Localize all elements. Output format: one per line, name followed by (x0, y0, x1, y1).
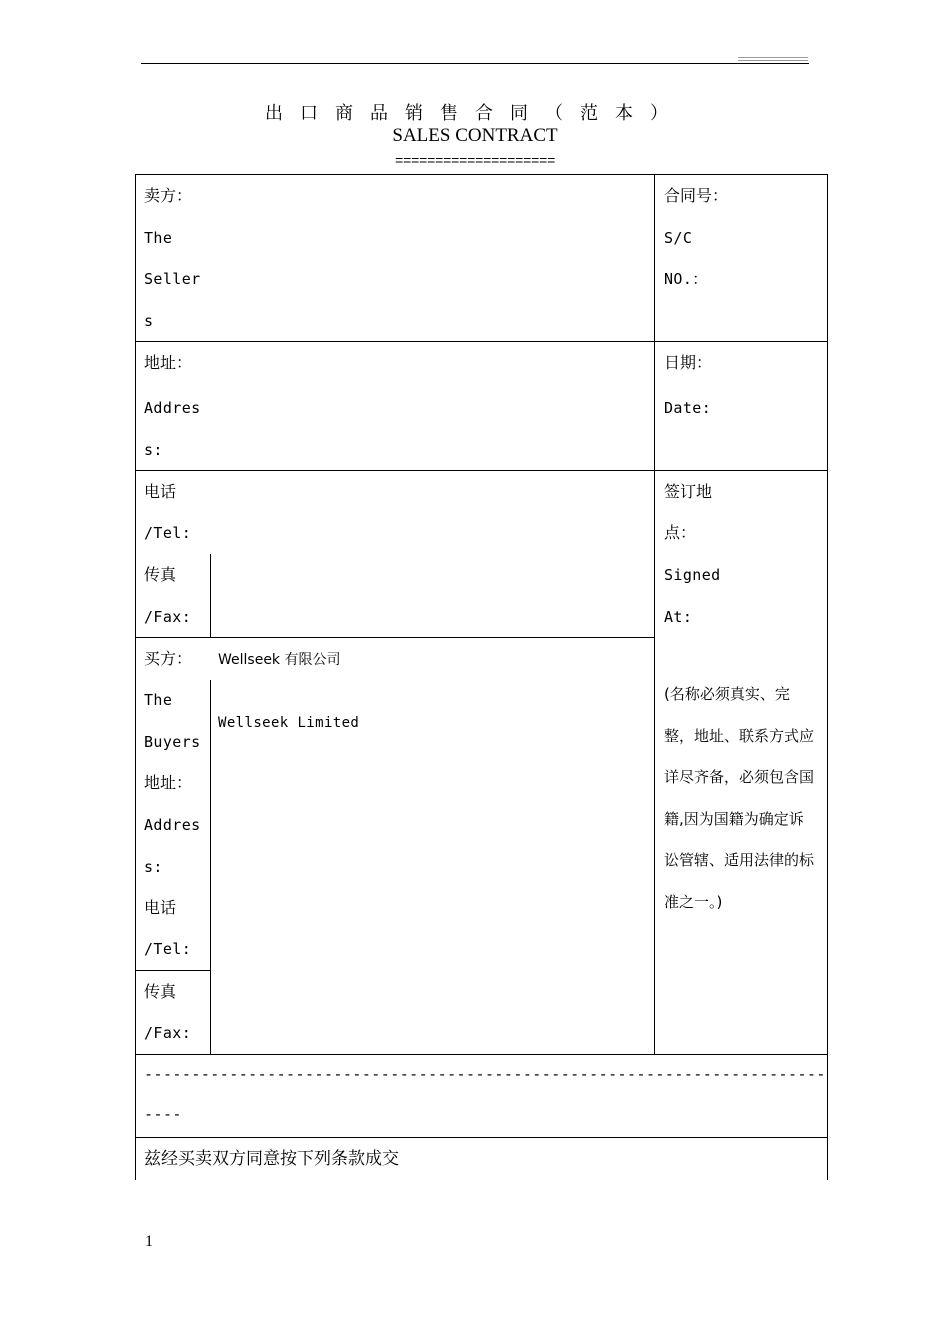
buyer-tel-label-cn: 电话 (144, 898, 177, 917)
buyer-label-en-1: The (144, 691, 173, 709)
address-label-en-1: Addres (144, 399, 201, 417)
address-label-en-2: s: (144, 441, 163, 459)
buyer-label-en-2: Buyers (144, 733, 201, 751)
title-chinese: 出口商品销售合同（范本） (265, 103, 685, 124)
seller-label-en-2: Seller (144, 270, 201, 288)
contract-no-label-cn: 合同号： (664, 186, 729, 205)
table-row-line-5 (135, 1137, 828, 1138)
buyer-name-cn: Wellseek 有限公司 (218, 652, 341, 668)
signed-at-label-cn-1: 签订地 (664, 482, 713, 501)
table-border-left (135, 174, 136, 1180)
header-rule (141, 63, 809, 64)
buyer-address-label-cn: 地址： (144, 773, 193, 792)
buyer-address-label-en-2: s: (144, 858, 163, 876)
buyer-fax-line (135, 970, 211, 971)
table-row-line-2 (135, 470, 828, 471)
table-border-top (135, 174, 828, 175)
table-row-line-1 (135, 341, 828, 342)
signed-at-label-cn-2: 点： (664, 523, 697, 542)
seller-label-en-1: The (144, 229, 173, 247)
address-label-cn: 地址： (144, 353, 193, 372)
tel-label-en: /Tel: (144, 524, 192, 542)
buyer-fax-label-en: /Fax: (144, 1024, 192, 1042)
buyer-label-cn: 买方： (144, 649, 193, 668)
header-double-rule (738, 57, 808, 61)
buyer-cell-divider (210, 680, 211, 1055)
separator-line-2: ---- (144, 1105, 182, 1123)
buyer-name-en: Wellseek Limited (218, 715, 360, 731)
agreement-text: 兹经买卖双方同意按下列条款成交 (144, 1149, 399, 1169)
contract-no-label-en-1: S/C (664, 229, 693, 247)
tel-label-cn: 电话 (144, 482, 177, 501)
fax-label-cn: 传真 (144, 565, 177, 584)
separator-line-1: ------------------------------------------------------------------------ (144, 1065, 826, 1083)
table-row-line-3 (135, 637, 655, 638)
page-number: 1 (145, 1233, 153, 1250)
table-border-right (827, 174, 828, 1180)
fax-cell-divider (210, 554, 211, 637)
buyer-address-label-en-1: Addres (144, 816, 201, 834)
fax-label-en: /Fax: (144, 608, 192, 626)
buyer-fax-label-cn: 传真 (144, 982, 177, 1001)
date-label-en: Date: (664, 399, 712, 417)
seller-label-cn: 卖方： (144, 186, 193, 205)
contract-no-label-en-2: NO.： (664, 270, 708, 288)
table-row-line-4 (135, 1054, 828, 1055)
signed-at-note: (名称必须真实、完整，地址、联系方式应详尽齐备，必须包含国籍,因为国籍为确定诉讼管辖、适用法律的标准之一。) (664, 685, 815, 911)
signed-at-label-en-1: Signed (664, 566, 721, 584)
title-english: SALES CONTRACT (392, 125, 558, 146)
signed-at-label-en-2: At: (664, 608, 693, 626)
seller-label-en-3: s (144, 312, 154, 330)
buyer-tel-label-en: /Tel: (144, 940, 192, 958)
table-column-divider (654, 174, 655, 1054)
title-underline: ==================== (394, 154, 556, 170)
date-label-cn: 日期： (664, 353, 713, 372)
